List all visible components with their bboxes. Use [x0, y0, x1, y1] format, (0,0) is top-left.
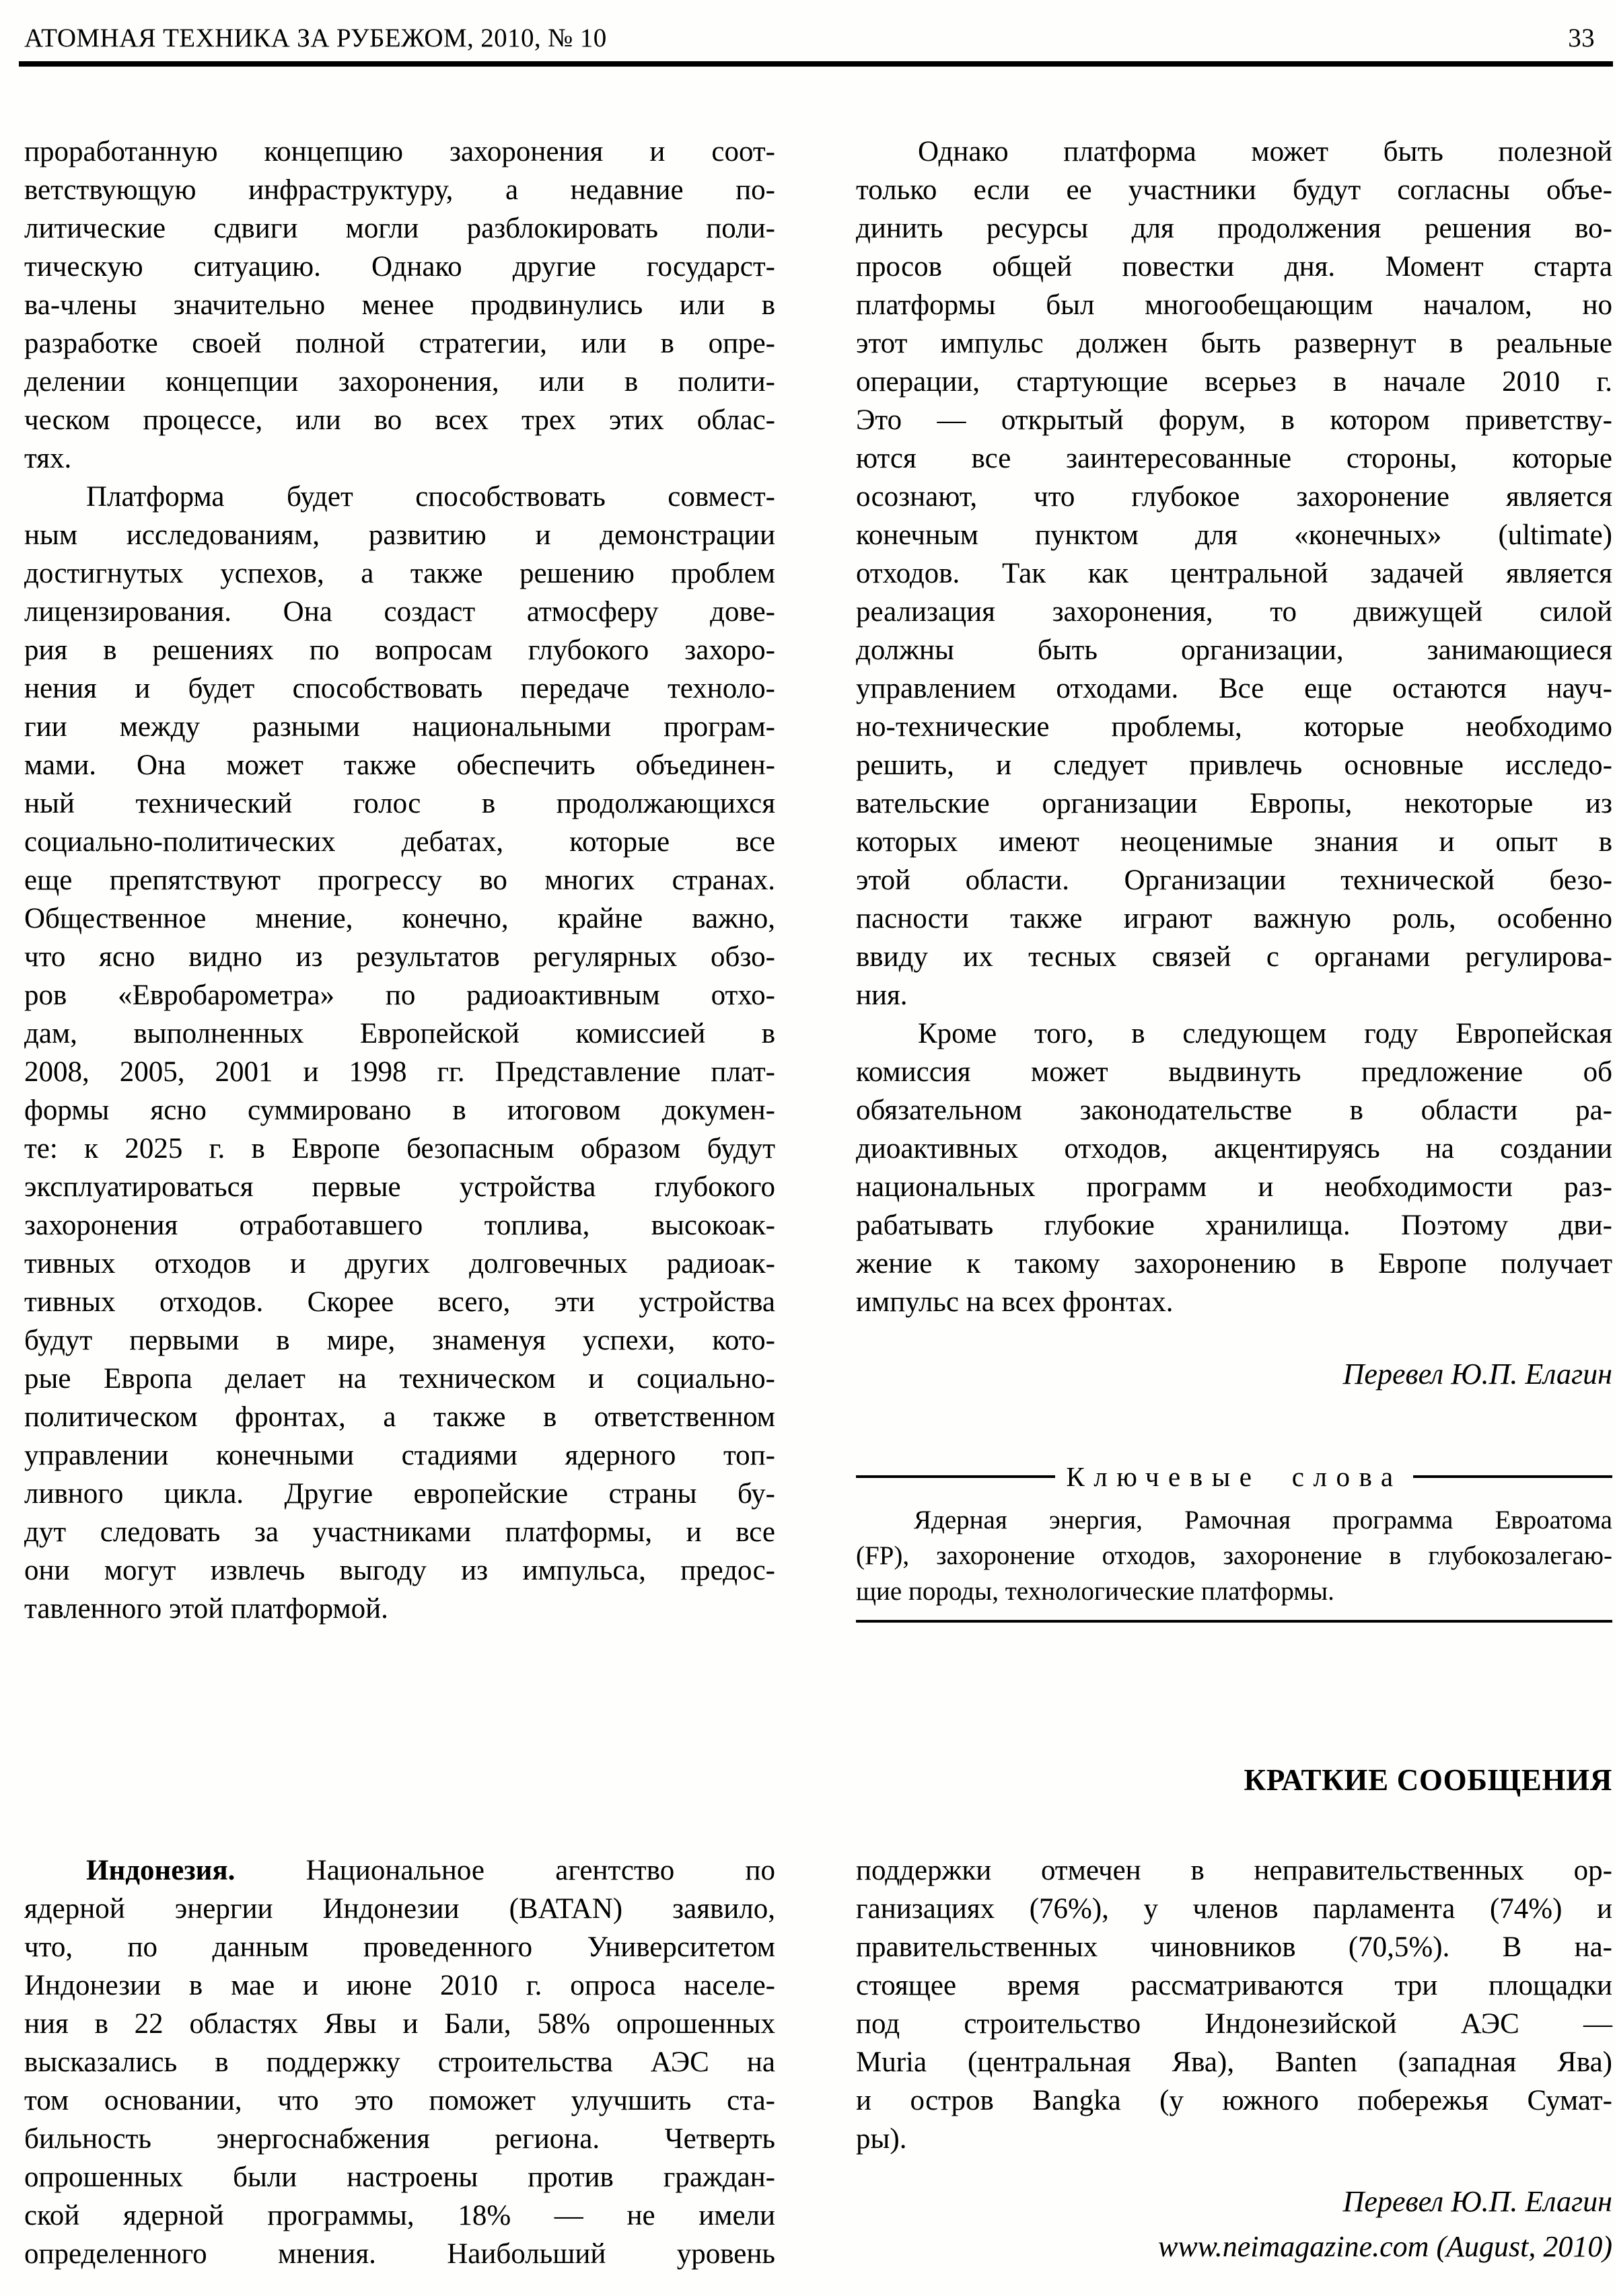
text-line: щие породы, технологические платформы. — [856, 1577, 1334, 1606]
text-line: мами. Она может также обеспечить объединен- — [24, 749, 775, 781]
text-line: Платформа будет способствовать совмест- — [86, 481, 775, 513]
text-line: ядерной энергии Индонезии (BATAN) заявило, — [24, 1893, 775, 1925]
text-line: захоронения отработавшего топлива, высокоак- — [24, 1210, 775, 1241]
text-line: отходов. Так как центральной задачей является — [856, 558, 1612, 589]
text-line: национальных программ и необходимости раз- — [856, 1171, 1612, 1203]
news-lead-country: Индонезия. — [86, 1855, 236, 1886]
text-line: и остров Bangka (у южного побережья Сумат- — [856, 2085, 1612, 2116]
text-line: достигнутых успехов, а также решению проблем — [24, 558, 775, 589]
paragraph-however — [856, 133, 1612, 1014]
news-left-column — [24, 1851, 775, 2273]
text-line: динить ресурсы для продолжения решения во- — [856, 213, 1612, 244]
paragraph-besides — [856, 1014, 1612, 1321]
news-first-line-rest: Национальное агентство по — [306, 1855, 775, 1886]
header-rule — [19, 61, 1613, 67]
text-line: том основании, что это поможет улучшить ста- — [24, 2085, 775, 2116]
text-line: рия в решениях по вопросам глубокого захоро- — [24, 634, 775, 666]
text-line: эксплуатироваться первые устройства глубокого — [24, 1171, 775, 1203]
text-line: Ядерная энергия, Рамочная программа Евроатома — [914, 1506, 1612, 1534]
text-line: осознают, что глубокое захоронение является — [856, 481, 1612, 513]
paragraph-platform — [24, 478, 775, 1628]
text-line: лицензирования. Она создаст атмосферу дове- — [24, 596, 775, 628]
section-heading-brief-news: КРАТКИЕ СООБЩЕНИЯ — [1244, 1763, 1612, 1797]
text-line: тях. — [24, 443, 72, 474]
text-line: но-технические проблемы, которые необходимо — [856, 711, 1612, 743]
text-line: стоящее время рассматриваются три площадки — [856, 1970, 1612, 2001]
text-line: диоактивных отходов, акцентируясь на создании — [856, 1133, 1612, 1164]
article-left-column — [24, 133, 775, 1628]
text-line: ются все заинтересованные стороны, которые — [856, 443, 1612, 474]
text-line: Это — открытый форум, в котором приветству- — [856, 404, 1612, 436]
text-line: опрошенных были настроены против граждан- — [24, 2161, 775, 2193]
text-line: бильность энергоснабжения региона. Четверть — [24, 2123, 775, 2155]
text-line: ввиду их тесных связей с органами регулирова- — [856, 941, 1612, 973]
text-line: обязательном законодательстве в области ра- — [856, 1095, 1612, 1126]
page-header — [24, 23, 1595, 54]
text-line: ры). — [856, 2123, 907, 2155]
keywords-text — [856, 1502, 1612, 1609]
text-line: делении концепции захоронения, или в полити- — [24, 366, 775, 398]
translator-credit: Перевел Ю.П. Елагин — [1342, 2185, 1612, 2218]
text-line: что ясно видно из результатов регулярных обзо- — [24, 941, 775, 973]
text-line: ветствующую инфраструктуру, а недавние по- — [24, 174, 775, 206]
text-line: ния в 22 областях Явы и Бали, 58% опрошенных — [24, 2008, 775, 2040]
text-line: что, по данным проведенного Университетом — [24, 1931, 775, 1963]
text-line: разработке своей полной стратегии, или в опре- — [24, 328, 775, 359]
news-first-line — [24, 1851, 775, 1890]
text-line: рые Европа делает на техническом и социально- — [24, 1363, 775, 1395]
text-line: под строительство Индонезийской АЭС — — [856, 2008, 1612, 2040]
text-line: будут первыми в мире, знаменуя успехи, кото- — [24, 1325, 775, 1356]
paragraph-indonesia-continuation — [856, 1851, 1612, 2158]
translator-credit: Перевел Ю.П. Елагин — [1342, 1358, 1612, 1391]
text-line: комиссия может выдвинуть предложение об — [856, 1056, 1612, 1088]
text-line: 2008, 2005, 2001 и 1998 гг. Представление плат- — [24, 1056, 775, 1088]
text-line: литические сдвиги могли разблокировать поли- — [24, 213, 775, 244]
keywords-header — [856, 1460, 1612, 1493]
text-line: гии между разными национальными програм- — [24, 711, 775, 743]
keywords-label: Ключевые слова — [1066, 1461, 1402, 1492]
text-line: дам, выполненных Европейской комиссией в — [24, 1018, 775, 1049]
text-line: правительственных чиновников (70,5%). В на- — [856, 1931, 1612, 1963]
article-right-column — [856, 133, 1612, 1623]
paragraph-continuation — [24, 133, 775, 478]
news-right-column — [856, 1851, 1612, 2266]
text-line: Однако платформа может быть полезной — [918, 136, 1612, 168]
text-line: ливного цикла. Другие европейские страны бу- — [24, 1478, 775, 1510]
text-line: ный технический голос в продолжающихся — [24, 788, 775, 819]
text-line: ской ядерной программы, 18% — не имели — [24, 2200, 775, 2231]
text-line: которых имеют неоценимые знания и опыт в — [856, 826, 1612, 858]
text-line: тивных отходов. Скорее всего, эти устройства — [24, 1286, 775, 1318]
journal-title: АТОМНАЯ ТЕХНИКА ЗА РУБЕЖОМ, 2010, № 10 — [24, 24, 607, 52]
text-line: тавленного этой платформой. — [24, 1593, 388, 1625]
keywords-block — [856, 1460, 1612, 1623]
text-line: должны быть организации, занимающиеся — [856, 634, 1612, 666]
source-reference: www.neimagazine.com (August, 2010) — [1157, 2230, 1612, 2263]
text-line: они могут извлечь выгоду из импульса, предос- — [24, 1555, 775, 1586]
text-line: высказались в поддержку строительства АЭС на — [24, 2046, 775, 2078]
page-number: 33 — [1568, 24, 1595, 52]
paragraph-indonesia — [24, 1890, 775, 2273]
text-line: нения и будет способствовать передаче техноло- — [24, 673, 775, 704]
keywords-bottom-rule — [856, 1620, 1612, 1623]
text-line: (FP), захоронение отходов, захоронение в глубокозалегаю- — [856, 1541, 1612, 1570]
text-line: рабатывать глубокие хранилища. Поэтому дви- — [856, 1210, 1612, 1241]
text-line: только если ее участники будут согласны объе- — [856, 174, 1612, 206]
text-line: этот импульс должен быть развернут в реальные — [856, 328, 1612, 359]
text-line: политическом фронтах, а также в ответственном — [24, 1401, 775, 1433]
text-line: этой области. Организации технической безо- — [856, 864, 1612, 896]
text-line: платформы был многообещающим началом, но — [856, 289, 1612, 321]
text-line: ческом процессе, или во всех трех этих облас- — [24, 404, 775, 436]
text-line: Muria (центральная Ява), Banten (западная Ява) — [856, 2046, 1612, 2078]
text-line: Общественное мнение, конечно, крайне важно, — [24, 903, 775, 934]
text-line: конечным пунктом для «конечных» (ultimate) — [856, 519, 1612, 551]
text-line: Индонезии в мае и июне 2010 г. опроса населе- — [24, 1970, 775, 2001]
text-line: социально-политических дебатах, которые все — [24, 826, 775, 858]
text-line: определенного мнения. Наибольший уровень — [24, 2238, 775, 2270]
text-line: управлением отходами. Все еще остаются науч- — [856, 673, 1612, 704]
text-line: ния. — [856, 979, 908, 1011]
text-line: ров «Евробарометра» по радиоактивным отхо- — [24, 979, 775, 1011]
keywords-rule-right — [1413, 1475, 1612, 1478]
text-line: проработанную концепцию захоронения и соот- — [24, 136, 775, 168]
text-line: формы ясно суммировано в итоговом докумен- — [24, 1095, 775, 1126]
text-line: жение к такому захоронению в Европе получает — [856, 1248, 1612, 1280]
text-line: пасности также играют важную роль, особенно — [856, 903, 1612, 934]
text-line: тическую ситуацию. Однако другие государст- — [24, 251, 775, 283]
text-line: Кроме того, в следующем году Европейская — [918, 1018, 1612, 1049]
text-line: еще препятствуют прогрессу во многих странах. — [24, 864, 775, 896]
text-line: поддержки отмечен в неправительственных ор- — [856, 1855, 1612, 1886]
text-line: ным исследованиям, развитию и демонстрации — [24, 519, 775, 551]
text-line: управлении конечными стадиями ядерного топ- — [24, 1440, 775, 1471]
text-line: ва-члены значительно менее продвинулись или в — [24, 289, 775, 321]
text-line: операции, стартующие всерьез в начале 2010 г. — [856, 366, 1612, 398]
text-line: ганизациях (76%), у членов парламента (74%) и — [856, 1893, 1612, 1925]
text-line: те: к 2025 г. в Европе безопасным образом будут — [24, 1133, 775, 1164]
text-line: дут следовать за участниками платформы, и все — [24, 1516, 775, 1548]
text-line: реализация захоронения, то движущей силой — [856, 596, 1612, 628]
text-line: тивных отходов и других долговечных радиоак- — [24, 1248, 775, 1280]
text-line: просов общей повестки дня. Момент старта — [856, 251, 1612, 283]
text-line: решить, и следует привлечь основные исследо- — [856, 749, 1612, 781]
text-line: вательские организации Европы, некоторые из — [856, 788, 1612, 819]
keywords-rule-left — [856, 1475, 1055, 1478]
text-line: импульс на всех фронтах. — [856, 1286, 1174, 1318]
